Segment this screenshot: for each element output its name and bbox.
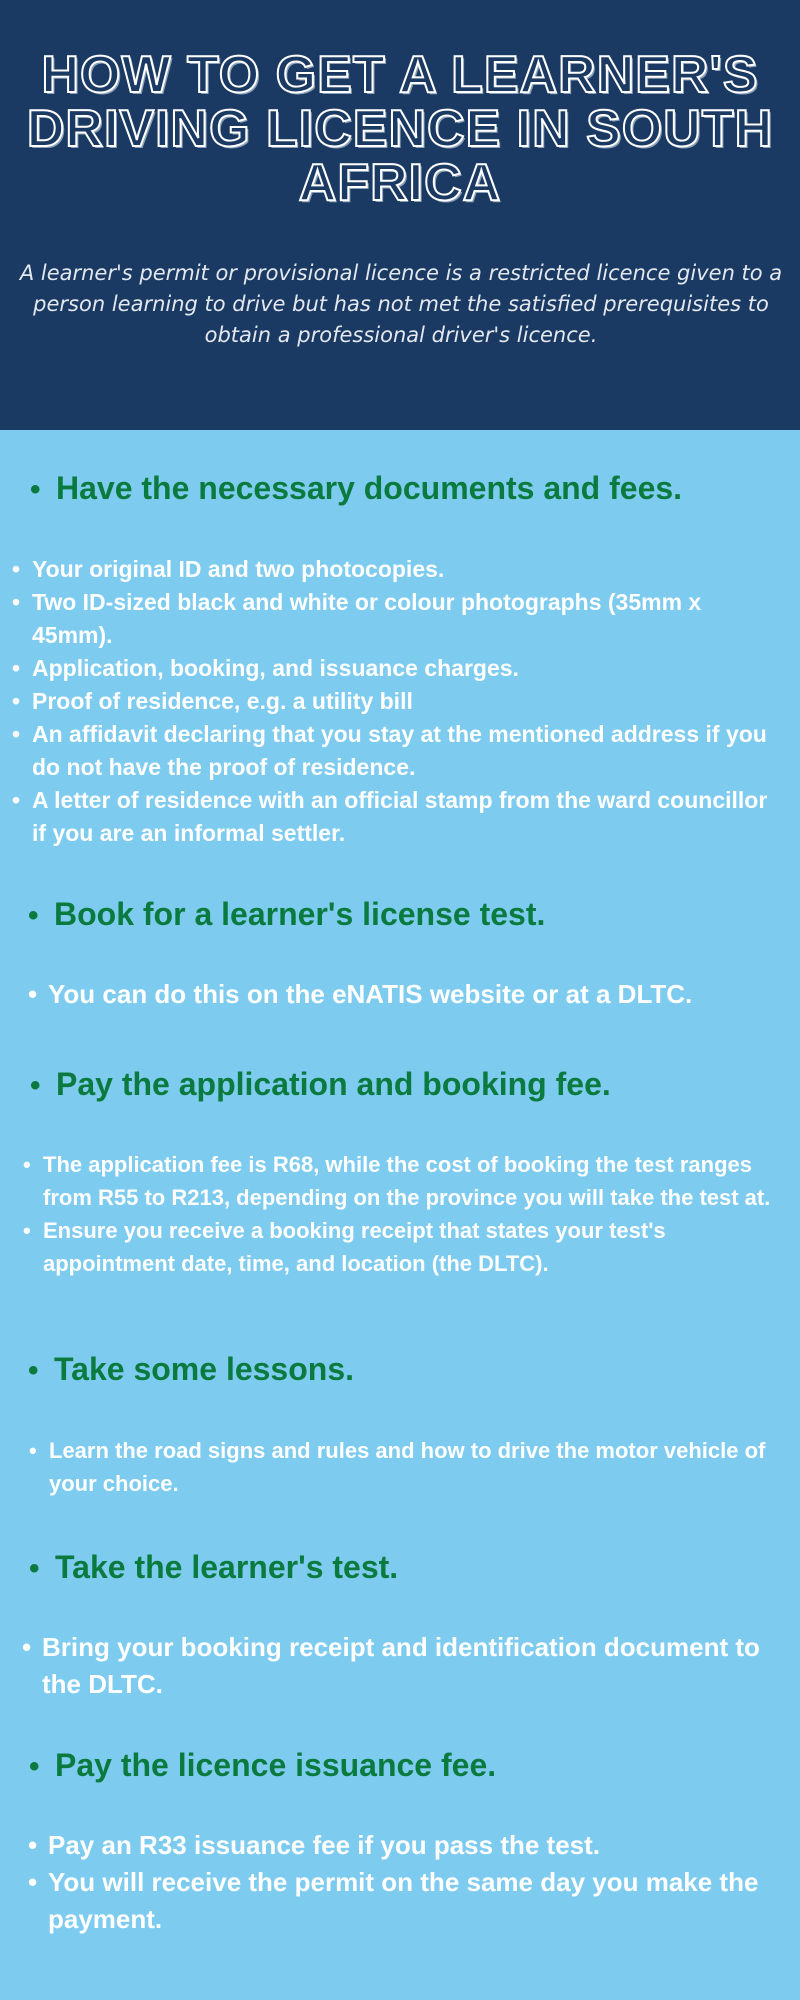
step-4-list bbox=[27, 1434, 800, 1500]
bullet-icon: • bbox=[28, 899, 39, 932]
list-item bbox=[21, 1148, 800, 1214]
bullet-icon: • bbox=[28, 1867, 38, 1897]
bullet-icon: • bbox=[23, 1152, 31, 1177]
step-2-list bbox=[26, 976, 796, 1013]
step-5-heading bbox=[29, 1549, 398, 1587]
intro-text: A learner's permit or provisional licence is a restricted licence given to a person learning to drive but has not met the satisfied prerequisites to obtain a professional driver's licence. bbox=[19, 261, 783, 347]
list-item bbox=[10, 652, 770, 685]
step-3-list bbox=[21, 1148, 800, 1280]
bullet-icon: • bbox=[12, 721, 21, 747]
step-4-heading bbox=[28, 1351, 354, 1389]
list-item-text: Pay an R33 issuance fee if you pass the test. bbox=[48, 1830, 601, 1860]
bullet-icon: • bbox=[29, 1552, 40, 1585]
list-item-text: Ensure you receive a booking receipt that states your test's appointment date, time, and location (the DLTC). bbox=[43, 1218, 666, 1276]
page-title: HOW TO GET A LEARNER'S DRIVING LICENCE IN SOUTH AFRICA bbox=[26, 46, 774, 212]
list-item-text: Proof of residence, e.g. a utility bill bbox=[32, 688, 413, 714]
list-item-text: Bring your booking receipt and identification document to the DLTC. bbox=[42, 1632, 760, 1699]
step-1-list bbox=[10, 553, 770, 850]
list-item bbox=[26, 1864, 796, 1938]
bullet-icon: • bbox=[22, 1632, 32, 1662]
step-1-heading-text: Have the necessary documents and fees. bbox=[56, 470, 683, 506]
step-2-heading-text: Book for a learner's license test. bbox=[54, 896, 546, 932]
bullet-icon: • bbox=[30, 1069, 41, 1102]
bullet-icon: • bbox=[12, 655, 21, 681]
bullet-icon: • bbox=[30, 473, 41, 506]
list-item bbox=[10, 718, 770, 784]
step-6-heading bbox=[29, 1747, 496, 1785]
bullet-icon: • bbox=[28, 1830, 38, 1860]
list-item-text: You can do this on the eNATIS website or at a DLTC. bbox=[48, 979, 693, 1009]
bullet-icon: • bbox=[23, 1218, 31, 1243]
list-item bbox=[20, 1629, 790, 1703]
list-item bbox=[26, 1827, 796, 1864]
step-2-heading bbox=[28, 896, 545, 934]
step-3-heading-text: Pay the application and booking fee. bbox=[56, 1066, 611, 1102]
list-item-text: Application, booking, and issuance charges. bbox=[32, 655, 519, 681]
list-item-text: An affidavit declaring that you stay at the mentioned address if you do not have the proof of residence. bbox=[32, 721, 767, 780]
list-item-text: The application fee is R68, while the cost of booking the test ranges from R55 to R213, depending on the province you will take the test at. bbox=[43, 1152, 771, 1210]
step-5-list bbox=[20, 1629, 790, 1703]
list-item-text: You will receive the permit on the same day you make the payment. bbox=[48, 1867, 759, 1934]
step-6-list bbox=[26, 1827, 796, 1938]
list-item bbox=[10, 685, 770, 718]
bullet-icon: • bbox=[29, 1750, 40, 1783]
step-1-heading bbox=[30, 470, 682, 508]
bullet-icon: • bbox=[12, 556, 21, 582]
list-item bbox=[21, 1214, 800, 1280]
step-4-heading-text: Take some lessons. bbox=[54, 1351, 354, 1387]
list-item bbox=[27, 1434, 800, 1500]
step-6-heading-text: Pay the licence issuance fee. bbox=[55, 1747, 497, 1783]
step-5-heading-text: Take the learner's test. bbox=[55, 1549, 399, 1585]
bullet-icon: • bbox=[12, 787, 21, 813]
bullet-icon: • bbox=[12, 589, 21, 615]
list-item bbox=[10, 586, 770, 652]
list-item bbox=[10, 784, 770, 850]
bullet-icon: • bbox=[29, 1438, 37, 1463]
list-item bbox=[26, 976, 796, 1013]
list-item-text: Learn the road signs and rules and how to drive the motor vehicle of your choice. bbox=[49, 1438, 766, 1496]
list-item bbox=[10, 553, 770, 586]
bullet-icon: • bbox=[12, 688, 21, 714]
list-item-text: A letter of residence with an official stamp from the ward councillor if you are an informal settler. bbox=[32, 787, 768, 846]
step-3-heading bbox=[30, 1066, 611, 1104]
header-banner bbox=[0, 0, 800, 430]
bullet-icon: • bbox=[28, 979, 38, 1009]
list-item-text: Your original ID and two photocopies. bbox=[32, 556, 445, 582]
bullet-icon: • bbox=[28, 1354, 39, 1387]
list-item-text: Two ID-sized black and white or colour photographs (35mm x 45mm). bbox=[32, 589, 702, 648]
